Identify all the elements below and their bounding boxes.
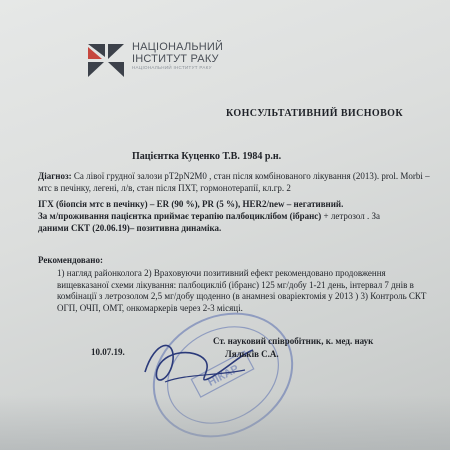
therapy-line-2: даними СКТ (20.06.19)– позитивна динаміка. (38, 223, 222, 233)
recommendations-heading: Рекомендовано: (38, 255, 103, 265)
therapy-text-b: + летрозол . За (321, 211, 381, 221)
stamp-center-text: НІКАР (206, 362, 241, 389)
institute-name-line1: НАЦІОНАЛЬНИЙ (132, 41, 224, 53)
photo-shadow (0, 395, 450, 450)
signer-name: Ляльків С.А. (225, 349, 279, 359)
diagnosis-label: Діагноз: (38, 171, 72, 181)
institute-name (132, 41, 223, 71)
ihc-line: ІГХ (біопсія мтс в печінку) – ER (90 %), PR (5 %), HER2/new – негативний. (38, 199, 344, 209)
document-date: 10.07.19. (91, 347, 125, 357)
diagnosis-text: Са лівої грудної залози pT2pN2M0 , стан після комбінованого лікування (2013). prol. Morbi – мтс в печінку, легені, л/в, стан після ПХТ, гормонотерапії, кл.гр. 2 (38, 171, 430, 193)
institute-name-line3: НАЦІОНАЛЬНИЙ ІНСТИТУТ РАКУ (132, 65, 212, 70)
therapy-text-a: За м/проживання пацієнтка приймає терапію палбоциклібом (ібранс) (38, 211, 322, 221)
signer-title: Ст. науковий співробітник, к. мед. наук (213, 336, 374, 346)
institute-logo-icon (84, 38, 128, 82)
document-title: КОНСУЛЬТАТИВНИЙ ВИСНОВОК (226, 108, 403, 119)
patient-line: Пацієнтка Куценко Т.В. 1984 р.н. (132, 151, 282, 162)
therapy-line (38, 210, 443, 222)
ihc-block (38, 198, 443, 234)
recommendations-text: 1) нагляд районколога 2) Враховуючи позитивний ефект рекомендовано продовження вищевказаної схеми лікування: палбоцикліб (ібранс) 125 мг/добу 1-21 день, інтервал 7 днів в комбінації з летрозолом 2,5 мг/добу щоденно (в анамнезі оваріектомія у 2013 ) 3) Контроль СКТ ОГП, ОЧП, ОМТ, онкомаркерів через 2-3 місяці. (57, 268, 427, 313)
diagnosis-block (38, 170, 438, 194)
institute-name-line2: ІНСТИТУТ РАКУ (132, 53, 219, 65)
